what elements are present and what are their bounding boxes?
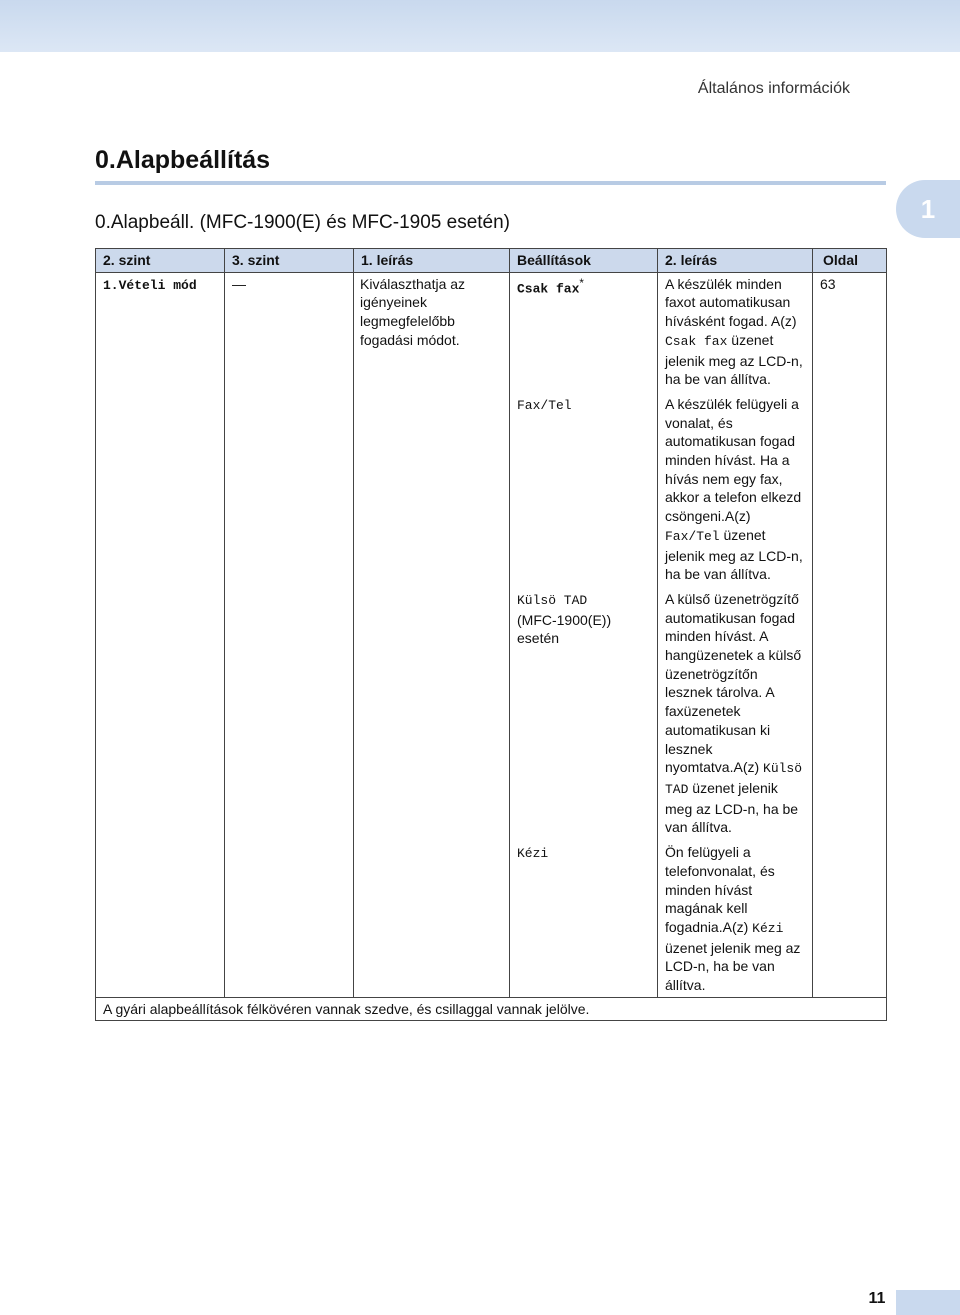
section-header: Általános információk [697, 80, 850, 97]
desc2-text: üzenet jelenik meg az LCD-n, ha be van állítva. [665, 526, 803, 583]
page-value: 63 [820, 275, 836, 292]
table-header-row [96, 249, 887, 273]
desc2-code: Csak fax [665, 333, 728, 349]
chapter-tab-number: 1 [920, 193, 936, 224]
setting-value: Külsö TAD [517, 592, 588, 608]
desc2-text: üzenet jelenik meg az LCD-n, ha be van állítva. [665, 779, 799, 836]
level2-cell [96, 272, 225, 997]
level3-value: — [232, 275, 246, 292]
setting-cell [510, 391, 658, 586]
desc2-text: A készülék felügyeli a vonalat, és automatikusan fogad minden hívást. Ha a hívás nem egy fax, akkor a telefon elkezd csöngeni.A(z) [665, 395, 802, 525]
desc2-text: üzenet jelenik meg az LCD-n, ha be van állítva. [665, 331, 803, 388]
desc2-text: A készülék minden faxot automatikusan hívásként fogad. A(z) [665, 275, 797, 330]
column-header: 1. leírás [354, 249, 510, 273]
desc2-code: Kézi [752, 920, 784, 936]
page-cell [813, 272, 887, 997]
setting-value: Csak fax [517, 281, 580, 297]
title-rule [95, 181, 886, 185]
desc2-text: üzenet jelenik meg az LCD-n, ha be van állítva. [665, 939, 801, 994]
desc2-code: Külsö TAD [665, 761, 803, 797]
footnote-row [96, 997, 887, 1021]
desc2-cell [658, 391, 813, 586]
setting-cell [510, 586, 658, 839]
top-color-band [0, 0, 960, 52]
column-header: 2. szint [96, 249, 225, 273]
settings-table [95, 248, 887, 1021]
setting-cell [510, 839, 658, 997]
desc1-cell [354, 272, 510, 997]
level3-cell [225, 272, 354, 997]
setting-note: (MFC-1900(E)) esetén [517, 611, 612, 647]
desc2-code: Fax/Tel [665, 528, 720, 544]
setting-value: Fax/Tel [517, 397, 572, 413]
subsection-title: 0.Alapbeáll. (MFC-1900(E) és MFC-1905 esetén) [95, 212, 511, 233]
chapter-title: 0.Alapbeállítás [95, 146, 271, 174]
column-header: Beállítások [510, 249, 658, 273]
footnote: A gyári alapbeállítások félkövéren vannak szedve, és csillaggal vannak jelölve. [96, 997, 887, 1021]
default-marker: * [579, 276, 584, 290]
desc1-value: Kiválaszthatja az igényeinek legmegfelelőbb fogadási módot. [360, 275, 466, 348]
desc2-text: Ön felügyeli a telefonvonalat, és minden hívást magának kell fogadnia.A(z) [665, 844, 775, 935]
level2-value: 1.Vételi mód [103, 277, 197, 293]
page-number-strip [896, 1290, 960, 1315]
column-header: Oldal [813, 249, 887, 273]
setting-cell [510, 272, 658, 391]
column-header: 3. szint [225, 249, 354, 273]
desc2-text: A külső üzenetrögzítő automatikusan fogad minden hívást. A hangüzenetek a külső üzenetrögzítőn lesznek tárolva. A faxüzenetek automatikusan ki lesznek nyomtatva.A(z) [665, 590, 802, 776]
chapter-tab [896, 180, 960, 238]
table-row [96, 272, 887, 391]
desc2-cell [658, 586, 813, 839]
column-header: 2. leírás [658, 249, 813, 273]
desc2-cell [658, 272, 813, 391]
desc2-cell [658, 839, 813, 997]
setting-value: Kézi [517, 846, 549, 862]
page-number: 11 [868, 1290, 886, 1307]
